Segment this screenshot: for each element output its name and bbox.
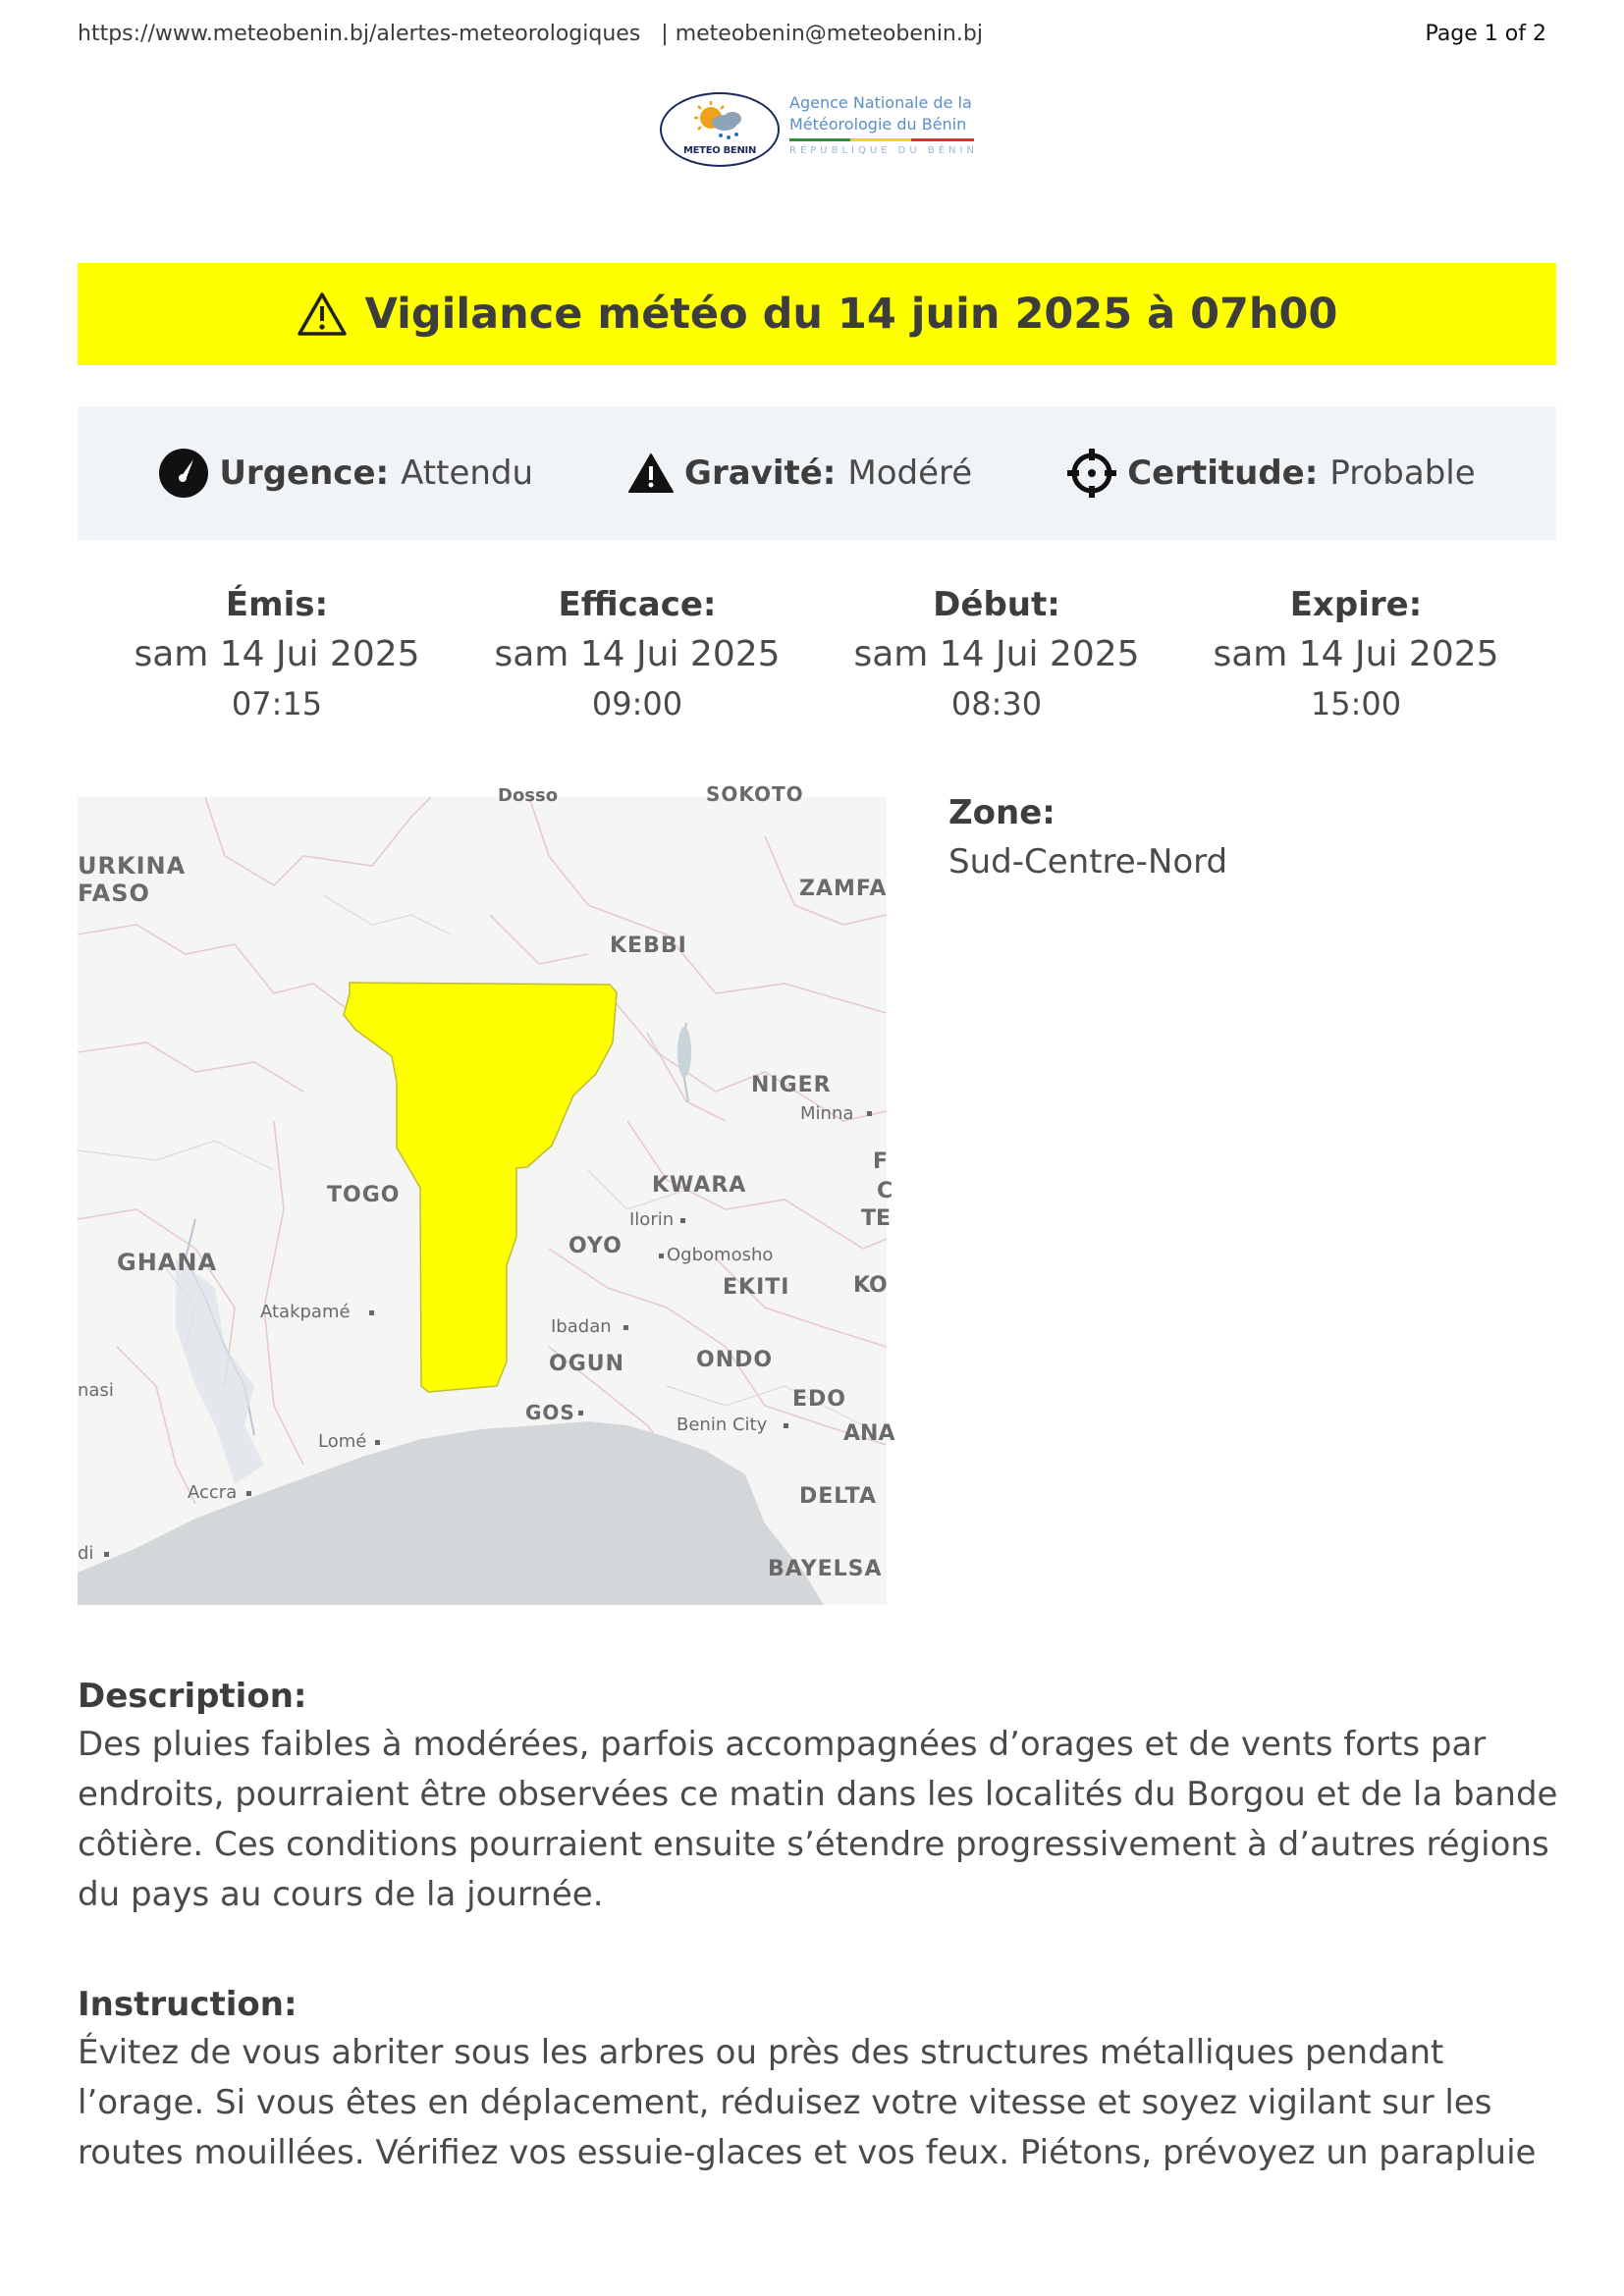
map-label-togo: TOGO: [327, 1183, 401, 1207]
header-separator-char: |: [661, 22, 669, 46]
description-section: [78, 1677, 1565, 1920]
time-effective: [480, 585, 794, 722]
map-label-ana: ANA: [843, 1421, 895, 1446]
map-label-kebbi: KEBBI: [610, 934, 687, 958]
map-label-burkina: URKINA: [78, 852, 187, 880]
description-label: Description:: [78, 1677, 307, 1716]
map-label-minna: Minna: [800, 1103, 854, 1124]
certainty-value: Probable: [1329, 454, 1476, 493]
severity-label: Gravité:: [684, 454, 837, 493]
time-hour: 07:15: [231, 685, 323, 722]
email-link[interactable]: meteobenin@meteobenin.bj: [675, 22, 983, 46]
map-label-lome: Lomé: [318, 1431, 367, 1452]
logo-text: [789, 92, 986, 156]
instruction-text: Évitez de vous abriter sous les arbres ou près des structures métalliques pendant l’orage. Si vous êtes en déplacement, réduisez votre vitesse et soyez vigilant sur les routes mouillées. Vérifiez vos essuie-glaces et vos feux. Piétons, prévoyez un parapluie: [78, 2033, 1537, 2172]
zone-info: [948, 793, 1227, 881]
description-text: Des pluies faibles à modérées, parfois accompagnées d’orages et de vents forts par endroits, pourraient être observées ce matin dans les localités du Borgou et de la bande côtière. Ces conditions pourraient ensuite s’étendre progressivement à d’autres régions du pays au cours de la journée.: [78, 1725, 1558, 1914]
logo-line-2: Météorologie du Bénin: [789, 115, 967, 133]
page-header: [78, 22, 1546, 55]
time-label: Expire:: [1289, 585, 1423, 624]
map-label-zamfara: ZAMFA: [799, 877, 888, 901]
map-label-oyo: OYO: [568, 1234, 623, 1258]
zone-label: Zone:: [948, 793, 1056, 832]
map-label-benin-city: Benin City: [677, 1415, 768, 1435]
logo-flag-rule: [789, 138, 974, 141]
logo-emblem: [660, 92, 780, 167]
urgency-value: Attendu: [401, 454, 534, 493]
property-certainty: [1066, 448, 1475, 499]
instruction-label: Instruction:: [78, 1985, 298, 2024]
time-date: sam 14 Jui 2025: [853, 634, 1140, 674]
header-links: [78, 22, 983, 46]
alert-properties: [78, 406, 1556, 540]
agency-logo: [660, 90, 984, 169]
time-label: Efficace:: [558, 585, 717, 624]
map-label-f: F: [873, 1149, 889, 1174]
map-label-ibadan: Ibadan: [551, 1316, 612, 1337]
map-label-lagos: GOS: [525, 1401, 575, 1424]
urgency-label: Urgence:: [219, 454, 390, 493]
warning-triangle-icon: [297, 292, 348, 337]
map-label-c: C: [877, 1179, 893, 1203]
time-issued: [120, 585, 434, 722]
severity-value: Modéré: [847, 454, 973, 493]
map-label-ilorin: Ilorin: [629, 1209, 675, 1230]
zone-value: Sud-Centre-Nord: [948, 842, 1228, 881]
map-label-ondo: ONDO: [696, 1348, 774, 1372]
logo-brand-text: METEO BENIN: [682, 145, 757, 156]
map-canvas[interactable]: [78, 782, 895, 1605]
map-label-ekiti: EKITI: [723, 1275, 790, 1300]
map-label-bayelsa: BAYELSA: [768, 1557, 883, 1581]
logo-line-3: RÉPUBLIQUE DU BÉNIN: [789, 145, 978, 156]
gauge-icon: [158, 448, 209, 499]
map-label-edo: EDO: [792, 1387, 846, 1412]
map-label-faso: FASO: [78, 880, 150, 907]
map-label-atakpame: Atakpamé: [260, 1302, 351, 1322]
header-separator: [647, 22, 661, 46]
map-label-ghana: GHANA: [117, 1249, 218, 1276]
time-hour: 15:00: [1310, 685, 1402, 722]
property-severity: [627, 453, 972, 494]
time-hour: 09:00: [591, 685, 683, 722]
map-label-kwara: KWARA: [652, 1173, 747, 1198]
vigilance-banner: [78, 263, 1556, 365]
vigilance-title: Vigilance météo du 14 juin 2025 à 07h00: [364, 290, 1338, 339]
map-label-dosso: Dosso: [498, 785, 559, 806]
map-label-di: di: [78, 1543, 94, 1564]
map-label-kumasi: nasi: [78, 1380, 114, 1401]
map-label-ko: KO: [853, 1273, 888, 1298]
map-label-te: TE: [861, 1206, 892, 1231]
map-label-ogun: OGUN: [549, 1352, 625, 1376]
certainty-label: Certitude:: [1127, 454, 1319, 493]
time-date: sam 14 Jui 2025: [494, 634, 781, 674]
time-start: [839, 585, 1154, 722]
map-label-accra: Accra: [188, 1482, 238, 1503]
map-label-sokoto: SOKOTO: [706, 782, 804, 806]
warning-filled-icon: [627, 453, 675, 494]
time-date: sam 14 Jui 2025: [134, 634, 420, 674]
time-expires: [1199, 585, 1513, 722]
map-label-niger: NIGER: [751, 1073, 832, 1097]
map-label-delta: DELTA: [799, 1484, 877, 1509]
site-url-link[interactable]: https://www.meteobenin.bj/alertes-meteorologiques: [78, 22, 641, 46]
time-date: sam 14 Jui 2025: [1213, 634, 1499, 674]
property-urgency: [158, 448, 533, 499]
time-label: Émis:: [225, 585, 329, 624]
instruction-section: [78, 1985, 1565, 2178]
alert-map[interactable]: [78, 782, 895, 1605]
time-hour: 08:30: [950, 685, 1043, 722]
page-indicator: Page 1 of 2: [1425, 22, 1546, 46]
map-label-ogbomosho: Ogbomosho: [667, 1245, 774, 1265]
crosshair-icon: [1066, 448, 1117, 499]
time-label: Début:: [933, 585, 1060, 624]
logo-line-1: Agence Nationale de la: [789, 93, 972, 112]
